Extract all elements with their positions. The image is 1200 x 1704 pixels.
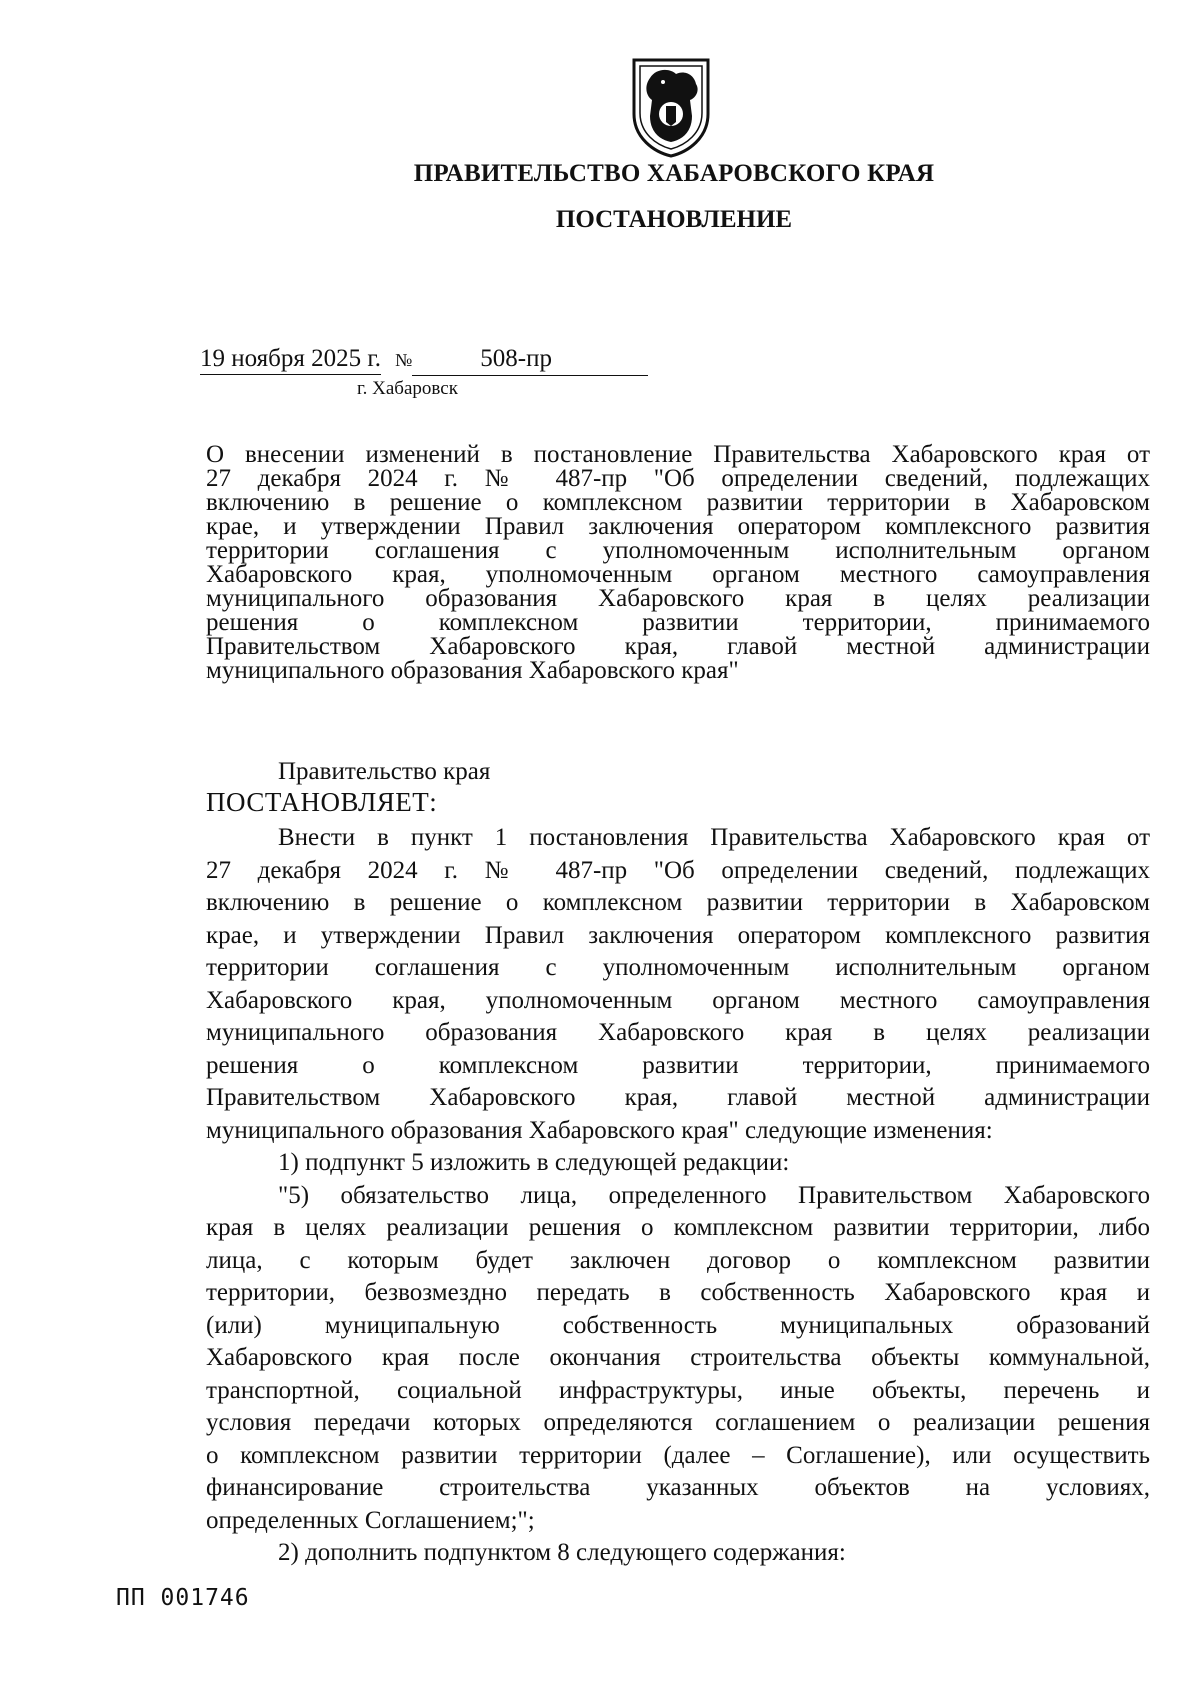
body-line: территории соглашения с уполномоченным исполнительным органом [206, 954, 1150, 981]
khabarovsk-coat-of-arms-icon [630, 56, 712, 158]
document-body [206, 822, 1150, 1570]
preamble-decides: ПОСТАНОВЛЯЕТ: [206, 787, 438, 817]
body-line: включению в решение о комплексном развитии территории в Хабаровском [206, 889, 1150, 916]
document-city: г. Хабаровск [357, 378, 458, 399]
body-line: финансирование строительства указанных объектов на условиях, [206, 1474, 1150, 1501]
body-line: транспортной, социальной инфраструктуры, иные объекты, перечень и [206, 1376, 1150, 1404]
body-line: муниципального образования Хабаровского края в целях реализации [206, 1019, 1150, 1046]
body-line: Хабаровского края, уполномоченным органом местного самоуправления [206, 986, 1150, 1014]
body-line: края в целях реализации решения о комплексном развитии территории, либо [206, 1214, 1150, 1241]
date-number-line [200, 345, 648, 376]
subject-line: Правительством Хабаровского края, главой местной администрации [206, 633, 1150, 660]
subject-line: 27 декабря 2024 г. № 487-пр "Об определении сведений, подлежащих [206, 465, 1150, 492]
body-line: решения о комплексном развитии территории, принимаемого [206, 1051, 1150, 1079]
body-line: определенных Соглашением;"; [206, 1506, 535, 1534]
body-line: муниципального образования Хабаровского края" следующие изменения: [206, 1116, 993, 1144]
body-line: 27 декабря 2024 г. № 487-пр "Об определении сведений, подлежащих [206, 856, 1150, 884]
document-number: 508-пр [412, 345, 648, 376]
body-line: крае, и утверждении Правил заключения оператором комплексного развития [206, 921, 1150, 949]
body-line: территории, безвозмездно передать в собственность Хабаровского края и [206, 1279, 1150, 1306]
body-line: Внести в пункт 1 постановления Правительства Хабаровского края от [278, 824, 1150, 851]
subject-line: муниципального образования Хабаровского края" [206, 657, 739, 684]
number-sign: № [395, 350, 413, 370]
body-line: лица, с которым будет заключен договор о комплексном развитии [206, 1246, 1150, 1274]
body-line: Хабаровского края после окончания строительства объекты коммунальной, [206, 1344, 1150, 1371]
document-date: 19 ноября 2025 г. [200, 345, 381, 375]
body-line: Правительством Хабаровского края, главой местной администрации [206, 1084, 1150, 1111]
body-line: 1) подпункт 5 изложить в следующей редакции: [278, 1149, 790, 1176]
preamble-government: Правительство края [278, 758, 491, 785]
body-line: о комплексном развитии территории (далее – Соглашение), или осуществить [206, 1441, 1150, 1469]
government-title: ПРАВИТЕЛЬСТВО ХАБАРОВСКОГО КРАЯ [413, 160, 935, 187]
document-type: ПОСТАНОВЛЕНИЕ [555, 206, 793, 233]
subject-line: муниципального образования Хабаровского края в целях реализации [206, 585, 1150, 612]
body-line: 2) дополнить подпунктом 8 следующего содержания: [278, 1539, 846, 1566]
subject-line: Хабаровского края, уполномоченным органом местного самоуправления [206, 561, 1150, 588]
subject-line: включению в решение о комплексном развитии территории в Хабаровском [206, 489, 1150, 516]
subject-line: О внесении изменений в постановление Правительства Хабаровского края от [206, 441, 1150, 468]
subject-line: крае, и утверждении Правил заключения оператором комплексного развития [206, 513, 1150, 540]
subject-line: территории соглашения с уполномоченным исполнительным органом [206, 537, 1150, 564]
body-line: "5) обязательство лица, определенного Правительством Хабаровского [278, 1181, 1150, 1209]
subject-line: решения о комплексном развитии территории, принимаемого [206, 609, 1150, 636]
body-line: (или) муниципальную собственность муниципальных образований [206, 1311, 1150, 1339]
body-line: условия передачи которых определяются соглашением о реализации решения [206, 1409, 1150, 1436]
document-code: ПП 001746 [116, 1585, 250, 1611]
document-subject [206, 443, 1150, 683]
